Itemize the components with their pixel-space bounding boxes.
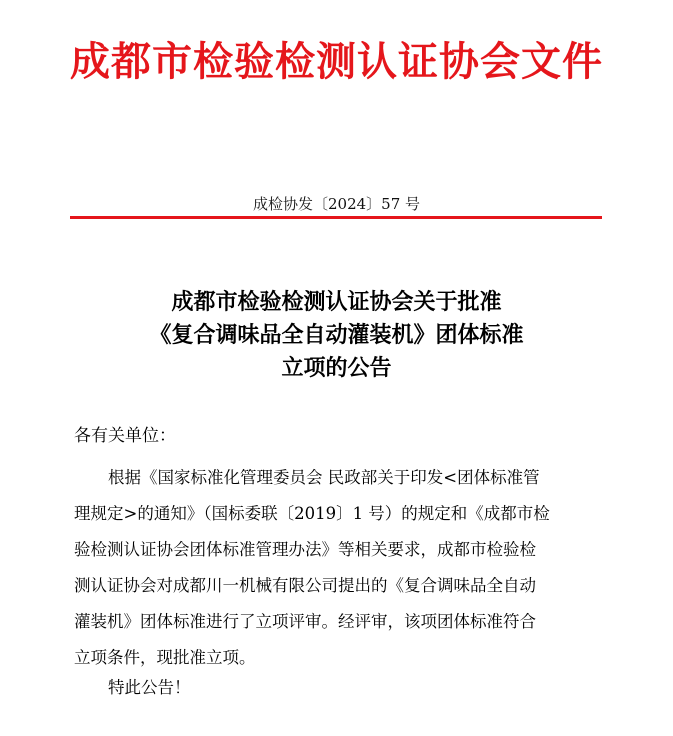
body-paragraph [74,460,604,676]
notice-title-line-1: 成都市检验检测认证协会关于批准 [171,289,502,315]
body-line: 测认证协会对成都川一机械有限公司提出的《复合调味品全自动 [74,576,536,595]
closing-remark: 特此公告！ [108,678,191,697]
body-line: 立项条件，现批准立项。 [74,648,256,667]
body-line: 理规定>的通知》（国标委联〔2019〕1 号）的规定和《成都市检 [74,504,550,523]
notice-title-line-3: 立项的公告 [281,355,392,381]
body-line: 验检测认证协会团体标准管理办法》等相关要求，成都市检验检 [74,540,536,559]
notice-title [0,286,673,385]
red-divider-line [70,216,602,219]
body-line: 根据《国家标准化管理委员会 民政部关于印发<团体标准管 [108,468,540,487]
masthead-title: 成都市检验检测认证协会文件 [70,39,603,85]
document-number: 成检协发〔2024〕57 号 [252,195,421,213]
notice-title-line-2: 《复合调味品全自动灌装机》团体标准 [149,322,524,348]
salutation: 各有关单位： [74,426,176,446]
body-line: 灌装机》团体标准进行了立项评审。经评审，该项团体标准符合 [74,612,536,631]
